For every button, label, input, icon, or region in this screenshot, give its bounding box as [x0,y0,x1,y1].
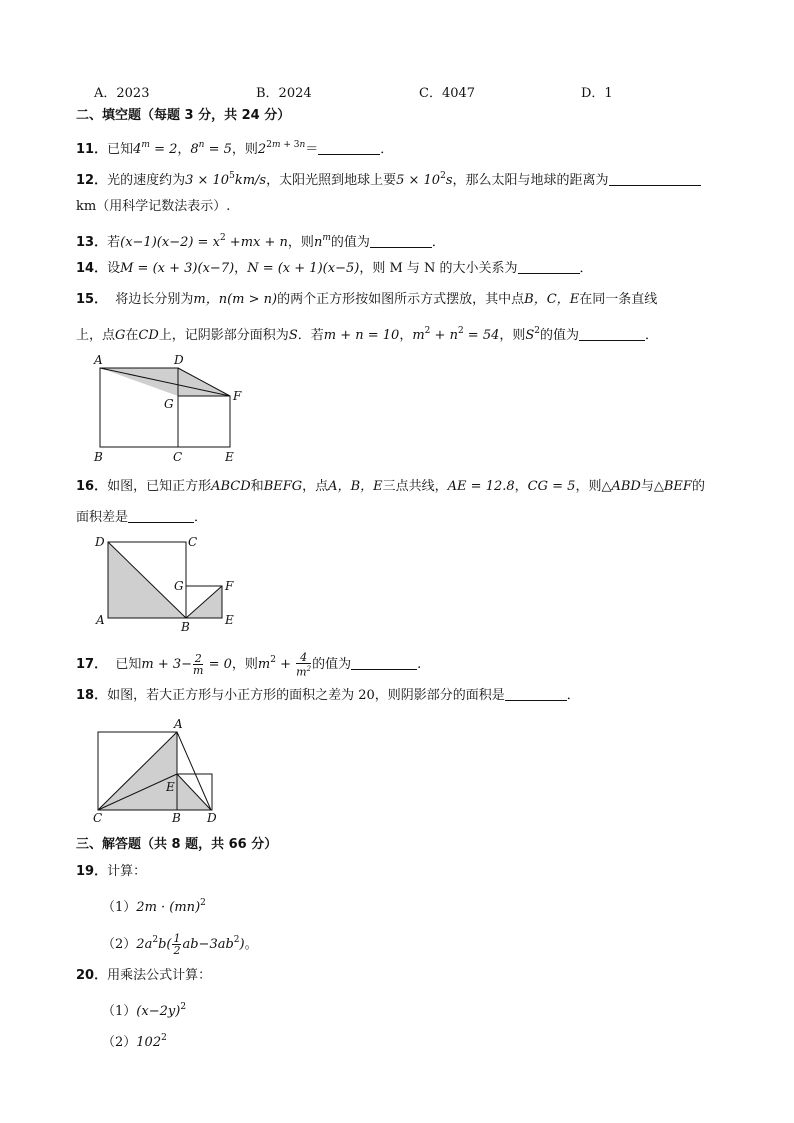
question-15: 15． 将边长分别为m，n(m > n)的两个正方形按如图所示方式摆放，其中点B，C，E在同一条直线 [76,292,658,307]
label-a: A [94,353,103,367]
question-20-part-2: $(2)102^2$ [102,1033,167,1050]
figure-16 [92,532,242,632]
label-f: F [233,389,242,403]
question-12: 12．光的速度约为$3 \times 10^5km/s$，太阳光照到地球上要$5 \times 10^2s$，那么太阳与地球的距离为 [76,167,701,190]
section-2-heading: 二、填空题（每题 3 分，共 24 分） [76,108,291,123]
label-b: B [94,450,103,464]
label-e: E [166,780,175,794]
question-16: 16．如图，已知正方形ABCD和BEFG，点A，B，E三点共线，AE = 12.8，CG = 5，则△ABD与△BEF的 [76,479,705,494]
question-13: 13．若$(x-1)(x-2) = x^2 +mx + n$，则$n^m$的值为 ． [76,233,445,250]
label-f: F [225,579,234,593]
option-c: C．4047 [419,86,476,101]
label-d: D [207,811,217,825]
question-14: 14．设M = (x + 3)(x−7)，N = (x + 1)(x−5)，则 M 与 N 的大小关系为 ． [76,261,593,276]
label-g: G [164,397,174,411]
figure-18 [88,716,238,826]
question-12-cont: km（用科学记数法表示）. [76,199,231,214]
question-19-part-2: $(2)2a^2b$( $\frac{1}{2}$ $ab-3ab^2$)。 [102,932,258,957]
label-b: B [181,620,190,632]
question-17: 17． 已知m + 3− $\frac{2}{m}$ = 0，则$m^2$ + $\frac{4}{m^2}$ 的值为 . [76,650,422,679]
label-b: B [172,811,181,825]
label-e: E [225,450,234,464]
question-19-part-1: （1）2m · (mn)$^2$ [102,898,206,915]
question-20: 20．用乘法公式计算： [76,968,212,983]
option-a: A．2023 [94,86,150,101]
label-g: G [174,579,184,593]
figure-15 [88,350,258,465]
label-c: C [93,811,103,825]
label-a: A [174,717,183,731]
question-15-cont: 上，点G在CD上，记阴影部分面积为S．若m + n = 10，$m^2 + n^2 = 54$，则$S^2$的值为 ． [76,326,659,343]
label-c: C [173,450,183,464]
label-e: E [225,613,234,627]
question-11: 11．已知$4^m = 2$，$8^n = 5$，则$2^{2m + 3n}=$ ． [76,140,394,157]
label-c: C [188,535,198,549]
label-d: D [95,535,105,549]
question-19: 19．计算： [76,864,147,879]
question-18: 18．如图，若大正方形与小正方形的面积之差为 20，则阴影部分的面积是 ． [76,688,580,703]
question-20-part-1: $(1)(x-2y)^2$ [102,1002,187,1019]
question-16-cont: 面积差是 ． [76,510,208,525]
section-3-heading: 三、解答题（共 8 题，共 66 分） [76,837,278,852]
label-a: A [96,613,105,627]
option-d: D．1 [581,86,613,101]
option-b: B．2024 [256,86,312,101]
label-d: D [174,353,184,367]
